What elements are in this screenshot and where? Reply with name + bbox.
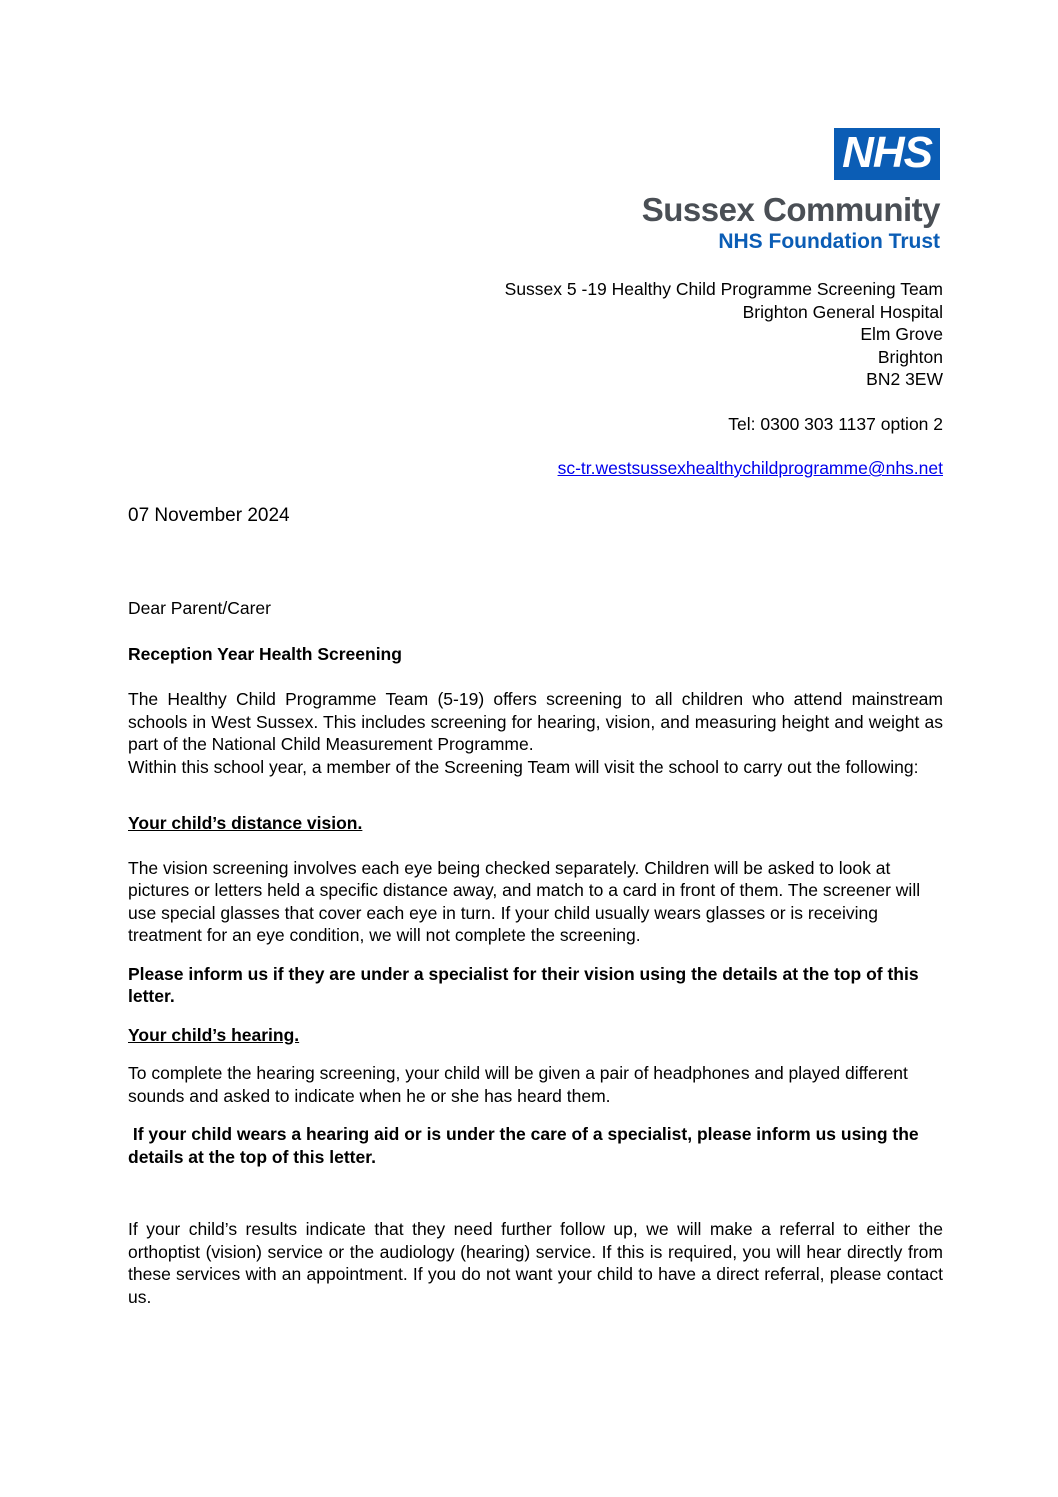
letter-body	[128, 597, 943, 1308]
sender-address	[505, 278, 943, 480]
letter-date: 07 November 2024	[128, 505, 290, 526]
address-line: Sussex 5 -19 Healthy Child Programme Screening Team	[504, 279, 943, 299]
vision-paragraph: The vision screening involves each eye being checked separately. Children will be asked to look at pictures or letters held a specific distance away, and match to a card in front of them. The screener will use special glasses that cover each eye in turn. If your child usually wears glasses or is receiving treatment for an eye condition, we will not complete the screening.	[128, 857, 921, 945]
telephone: Tel: 0300 303 1137 option 2	[728, 413, 943, 434]
intro-paragraph-2: Within this school year, a member of the Screening Team will visit the school to carry out the following:	[128, 756, 919, 777]
vision-heading: Your child’s distance vision.	[128, 813, 363, 833]
salutation: Dear Parent/Carer	[128, 598, 271, 618]
referral-paragraph: If your child’s results indicate that they need further follow up, we will make a referral to either the orthoptist (vision) service or the audiology (hearing) service. If this is required, you will hear directly from these services with an appointment. If you do not want your child to have a direct referral, please contact us.	[128, 1219, 943, 1307]
org-subtitle: NHS Foundation Trust	[718, 230, 940, 253]
nhs-logo	[642, 128, 940, 254]
org-name: Sussex Community	[641, 191, 940, 228]
letter-heading: Reception Year Health Screening	[128, 643, 402, 664]
email-link[interactable]: sc-tr.westsussexhealthychildprogramme@nhs.net	[557, 458, 943, 478]
address-line: Brighton	[877, 346, 943, 367]
vision-note: Please inform us if they are under a specialist for their vision using the details at the top of this letter.	[128, 963, 919, 1006]
nhs-mark: NHS	[834, 128, 940, 180]
address-line: Brighton General Hospital	[742, 301, 943, 322]
hearing-note: If your child wears a hearing aid or is under the care of a specialist, please inform us using the details at the top of this letter.	[128, 1124, 924, 1167]
hearing-paragraph: To complete the hearing screening, your child will be given a pair of headphones and played different sounds and asked to indicate when he or she has heard them.	[128, 1063, 908, 1106]
address-line: Elm Grove	[860, 324, 943, 344]
address-line: BN2 3EW	[866, 369, 943, 389]
intro-paragraph: The Healthy Child Programme Team (5-19) offers screening to all children who attend mainstream schools in West Sussex. This includes screening for hearing, vision, and measuring height and weight as part of the National Child Measurement Programme.	[128, 689, 943, 754]
hearing-heading: Your child’s hearing.	[128, 1024, 300, 1045]
